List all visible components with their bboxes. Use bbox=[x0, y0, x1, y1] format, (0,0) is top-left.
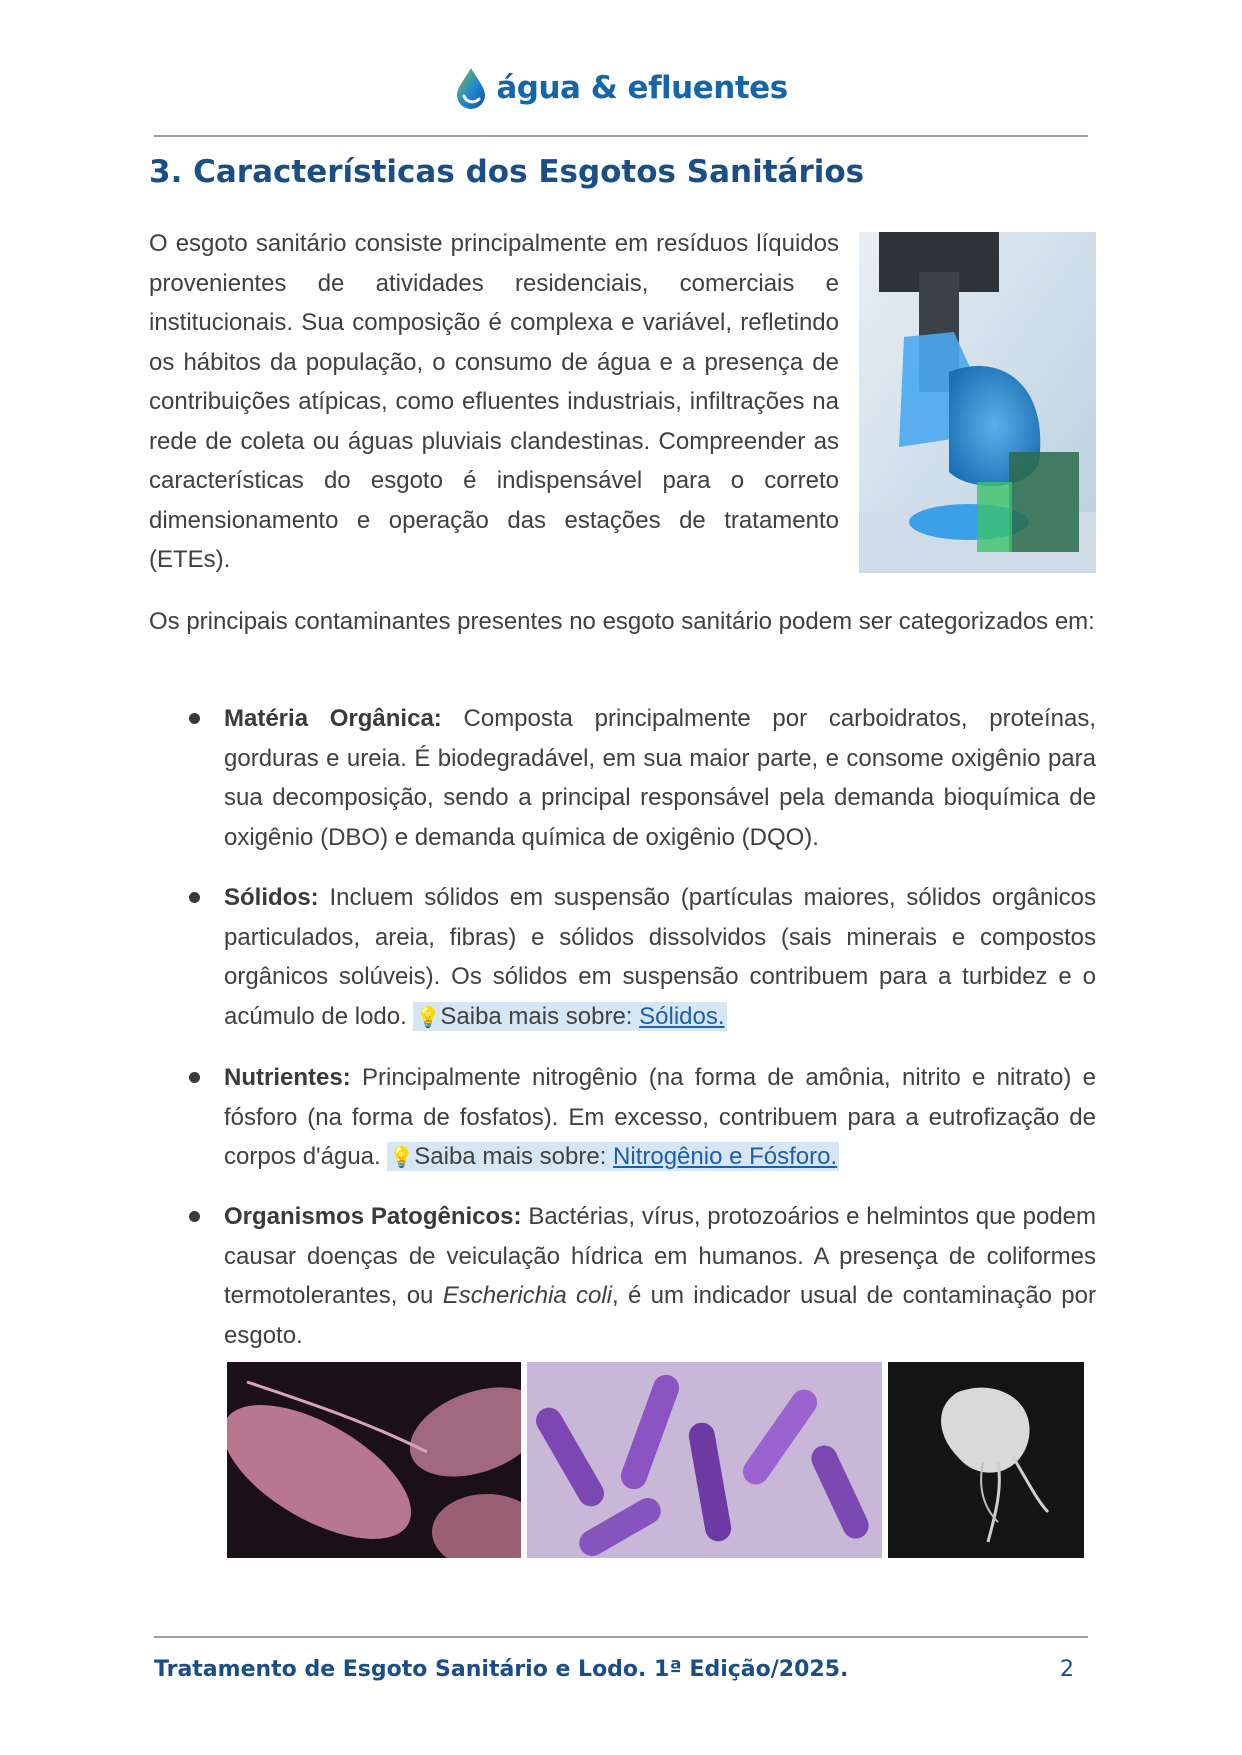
lightbulb-icon: 💡 bbox=[415, 1006, 441, 1029]
bullet-text: , é um indicador usual de contaminação por esgoto. bbox=[224, 1282, 1096, 1349]
list-item bbox=[149, 1058, 1096, 1179]
list-item bbox=[149, 878, 1096, 1038]
section-title: 3. Características dos Esgotos Sanitários bbox=[149, 154, 865, 190]
virus-rods-image bbox=[527, 1362, 882, 1558]
protozoa-image bbox=[888, 1362, 1084, 1558]
solidos-link[interactable]: Sólidos. bbox=[639, 1002, 725, 1030]
water-drop-logo-icon bbox=[454, 66, 488, 110]
page-number: 2 bbox=[1060, 1657, 1074, 1682]
footer-divider bbox=[154, 1636, 1088, 1638]
saiba-mais-callout bbox=[413, 1002, 726, 1031]
bullet-term: Organismos Patogênicos: bbox=[224, 1203, 522, 1230]
bullet-text: Principalmente nitrogênio (na forma de amônia, nitrito e nitrato) e fósforo (na forma de fosfatos). Em excesso, contribuem para a eutrofização de corpos d'água. bbox=[224, 1064, 1096, 1170]
saiba-mais-label: Saiba mais sobre: bbox=[414, 1143, 614, 1170]
saiba-mais-label: Saiba mais sobre: bbox=[440, 1002, 640, 1030]
footer-text: Tratamento de Esgoto Sanitário e Lodo. 1ª Edição/2025. bbox=[154, 1657, 849, 1682]
bacteria-image bbox=[227, 1362, 521, 1558]
intro-paragraph: O esgoto sanitário consiste principalmente em resíduos líquidos provenientes de atividades residenciais, comerciais e institucionais. Sua composição é complexa e variável, refletindo os hábitos da população, o consumo de água e a presença de contribuições atípicas, como efluentes industriais, infiltrações na rede de coleta ou águas pluviais clandestinas. Compreender as características do esgoto é indispensável para o correto dimensionamento e operação das estações de tratamento (ETEs). bbox=[149, 230, 839, 573]
species-name: Escherichia coli bbox=[442, 1282, 613, 1309]
contaminant-list bbox=[149, 699, 1096, 857]
bullet-term: Nutrientes: bbox=[224, 1064, 351, 1091]
bullet-dot bbox=[189, 713, 200, 724]
header-logo bbox=[0, 66, 1242, 115]
contaminant-list bbox=[149, 1197, 1096, 1355]
lab-flask-image bbox=[859, 232, 1096, 573]
saiba-mais-callout bbox=[387, 1142, 839, 1171]
bullet-text: Composta principalmente por carboidratos, proteínas, gorduras e ureia. É biodegradável, em sua maior parte, e consome oxigênio para sua decomposição, sendo a principal responsável pela demanda bioquímica de oxigênio (DBO) e demanda química de oxigênio (DQO). bbox=[224, 705, 1097, 851]
header-divider bbox=[154, 135, 1088, 137]
bullet-dot bbox=[189, 892, 200, 903]
list-item bbox=[149, 1197, 1096, 1355]
contaminant-list bbox=[149, 1058, 1096, 1179]
bullet-text: Bactérias, vírus, protozoários e helmintos que podem causar doenças de veiculação hídrica em humanos. A presença de coliformes termotolerantes, ou bbox=[224, 1203, 1096, 1309]
nitrogenio-fosforo-link[interactable]: Nitrogênio e Fósforo. bbox=[613, 1143, 838, 1170]
bullet-dot bbox=[189, 1072, 200, 1083]
lead-paragraph: Os principais contaminantes presentes no esgoto sanitário podem ser categorizados em: bbox=[149, 608, 1095, 635]
contaminant-list bbox=[149, 878, 1096, 1038]
list-item bbox=[149, 699, 1096, 857]
logo-text: água & efluentes bbox=[496, 70, 788, 106]
bullet-term: Sólidos: bbox=[224, 884, 319, 911]
bullet-term: Matéria Orgânica: bbox=[224, 705, 442, 732]
bullet-dot bbox=[189, 1211, 200, 1222]
lightbulb-icon: 💡 bbox=[389, 1147, 415, 1169]
bullet-text: Incluem sólidos em suspensão (partículas maiores, sólidos orgânicos particulados, areia, fibras) e sólidos dissolvidos (sais minerais e compostos orgânicos solúveis). Os sólidos em suspensão contribuem para a turbidez e o acúmulo de lodo. bbox=[224, 884, 1096, 1030]
